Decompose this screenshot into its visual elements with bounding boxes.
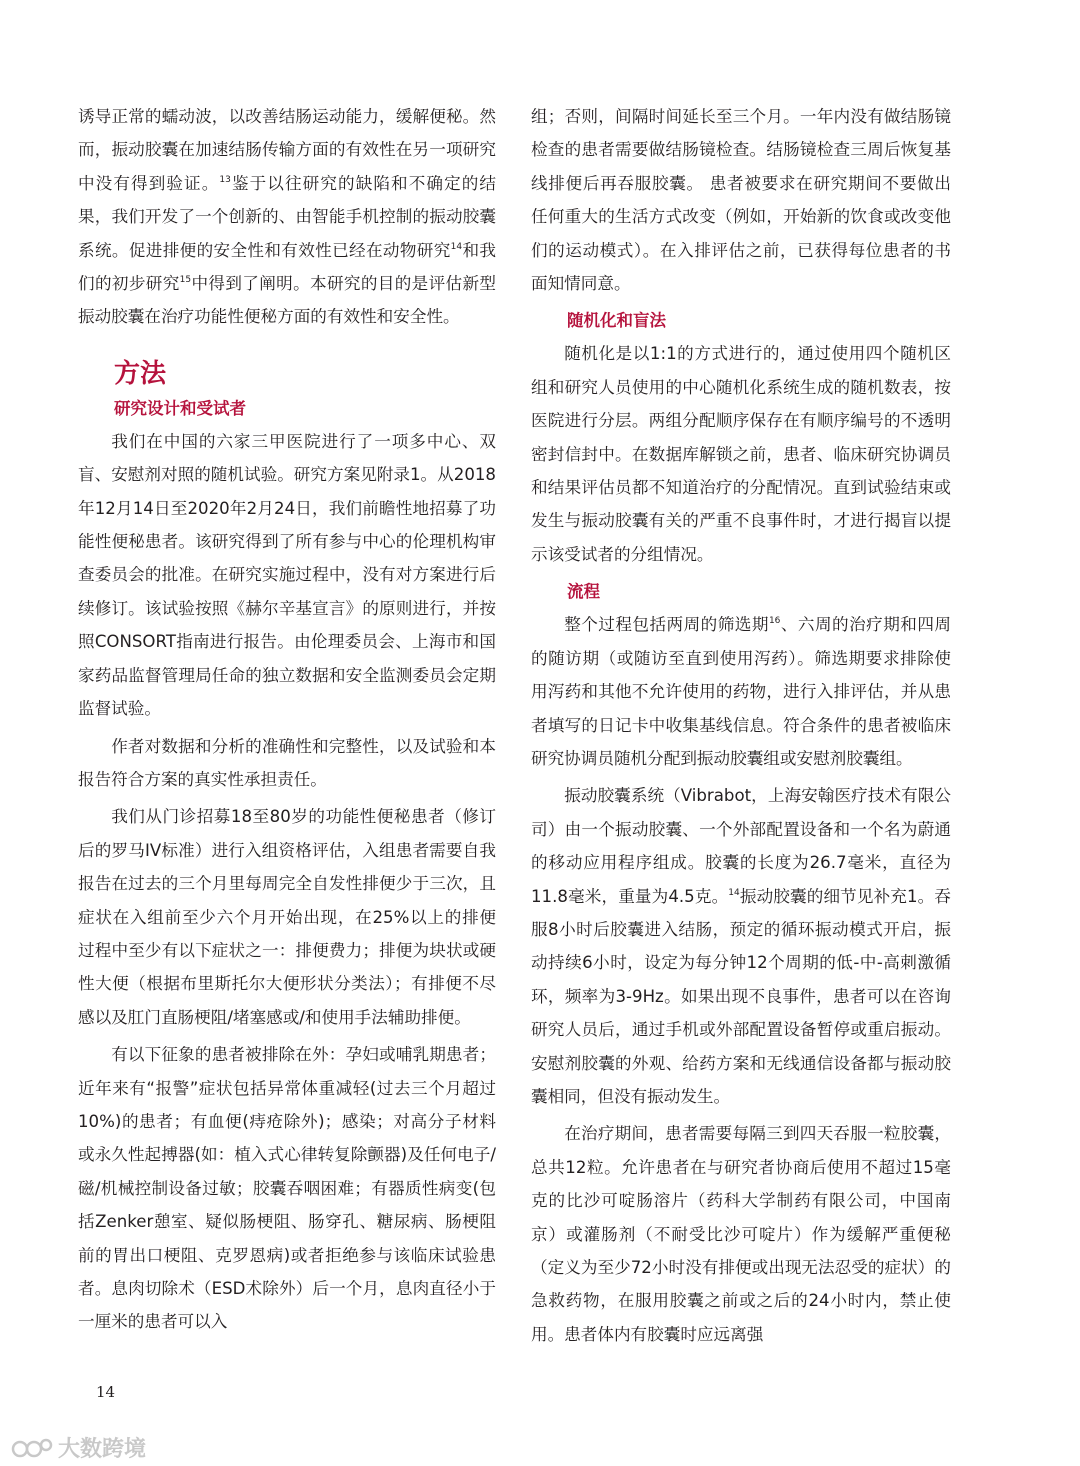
citation-14: 14 — [450, 241, 463, 252]
paragraph: 我们从门诊招募18至80岁的功能性便秘患者（修订后的罗马IV标准）进行入组资格评估，入组患者需要自我报告在过去的三个月里每周完全自发性排便少于三次，且症状在入组前至少六个月开始出现，在25%以上的排便过程中至少有以下症状之一：排便费力；排便为块状或硬性大便（根据布里斯托尔大便形状分类法）；有排便不尽感以及肛门直肠梗阻/堵塞感或/和使用手法辅助排便。 — [78, 807, 496, 1027]
subheading-process: 流程 — [567, 582, 600, 602]
paragraph: 作者对数据和分析的准确性和完整性，以及试验和本报告符合方案的真实性承担责任。 — [78, 736, 496, 789]
watermark — [10, 1432, 146, 1463]
citation-16: 16 — [768, 616, 781, 627]
paragraph: 整个过程包括两周的筛选期$^{16}$、六周的治疗期和四周的随访期（或随访至直到使用泻药）。筛选期要求排除使用泻药和其他不允许使用的药物，进行入排评估，并从患者填写的日记卡中收集基线信息。符合条件的患者被临床研究协调员随机分配到振动胶囊组或安慰剂胶囊组。 — [531, 615, 952, 768]
paragraph: 有以下征象的患者被排除在外：孕妇或哺乳期患者；近年来有“报警”症状包括异常体重减轻(过去三个月超过10%)的患者；有血便(痔疮除外)；感染；对高分子材料或永久性起搏器(如：植入式心律转复除颤器)及任何电子/磁/机械控制设备过敏；胶囊吞咽困难；有器质性病变(包括Zenker憩室、疑似肠梗阻、肠穿孔、糖尿病、肠梗阻前的胃出口梗阻、克罗恩病)或者拒绝参与该临床试验患者。息肉切除术（ESD术除外）后一个月，息肉直径小于一厘米的患者可以入 — [78, 1045, 496, 1332]
intro-paragraph: 诱导正常的蠕动波，以改善结肠运动能力，缓解便秘。然而，振动胶囊在加速结肠传输方面的有效性在另一项研究中没有得到验证。$^{13}$鉴于以往研究的缺陷和不确定的结果，我们开发了一个创新的、由智能手机控制的振动胶囊系统。促进排便的安全性和有效性已经在动物研究$^{14}$和我们的初步研究$^{15}$中得到了阐明。本研究的目的是评估新型振动胶囊在治疗功能性便秘方面的有效性和安全性。 — [78, 107, 497, 327]
citation-14: 14 — [728, 887, 740, 898]
left-column — [78, 100, 496, 1343]
citation-13: 13 — [219, 174, 231, 185]
subheading-study-design: 研究设计和受试者 — [114, 398, 246, 418]
paragraph: 振动胶囊系统（Vibrabot，上海安翰医疗技术有限公司）由一个振动胶囊、一个外部配置设备和一个名为蔚通的移动应用程序组成。胶囊的长度为26.7毫米，直径为11.8毫米，重量为4.5克。$^{14}$振动胶囊的细节见补充1。吞服8小时后胶囊进入结肠，预定的循环振动模式开启，振动持续6小时，设定为每分钟12个周期的低-中-高刺激循环，频率为3-9Hz。如果出现不良事件，患者可以在咨询研究人员后，通过手机或外部配置设备暂停或重启振动。安慰剂胶囊的外观、给药方案和无线通信设备都与振动胶囊相同，但没有振动发生。 — [531, 786, 951, 1106]
citation-15: 15 — [179, 275, 192, 286]
right-column — [531, 100, 951, 1355]
subheading-randomization: 随机化和盲法 — [567, 311, 666, 331]
section-heading-methods: 方法 — [114, 358, 167, 389]
paragraph: 随机化是以1:1的方式进行的，通过使用四个随机区组和研究人员使用的中心随机化系统生成的随机数表，按医院进行分层。两组分配顺序保存在有顺序编号的不透明密封信封中。在数据库解锁之前，患者、临床研究协调员和结果评估员都不知道治疗的分配情况。直到试验结束或发生与振动胶囊有关的严重不良事件时，才进行揭盲以提示该受试者的分组情况。 — [531, 344, 951, 564]
paragraph: 在治疗期间，患者需要每隔三到四天吞服一粒胶囊，总共12粒。允许患者在与研究者协商后使用不超过15毫克的比沙可啶肠溶片（药科大学制药有限公司，中国南京）或灌肠剂（不耐受比沙可啶片）作为缓解严重便秘（定义为至少72小时没有排便或出现无法忍受的症状）的急救药物，在服用胶囊之前或之后的24小时内，禁止使用。患者体内有胶囊时应远离强 — [531, 1124, 951, 1344]
paragraph: 组；否则，间隔时间延长至三个月。一年内没有做结肠镜检查的患者需要做结肠镜检查。结肠镜检查三周后恢复基线排便后再吞服胶囊。 患者被要求在研究期间不要做出任何重大的生活方式改变（例如，开始新的饮食或改变他们的运动模式）。在入排评估之前，已获得每位患者的书面知情同意。 — [531, 107, 951, 294]
page-number: 14 — [96, 1383, 116, 1401]
watermark-logo-icon — [10, 1436, 54, 1460]
watermark-text: 大数跨境 — [58, 1437, 147, 1462]
paragraph: 我们在中国的六家三甲医院进行了一项多中心、双盲、安慰剂对照的随机试验。研究方案见附录1。从2018年12月14日至2020年2月24日，我们前瞻性地招募了功能性便秘患者。该研究得到了所有参与中心的伦理机构审查委员会的批准。在研究实施过程中，没有对方案进行后续修订。该试验按照《赫尔辛基宣言》的原则进行，并按照CONSORT指南进行报告。由伦理委员会、上海市和国家药品监督管理局任命的独立数据和安全监测委员会定期监督试验。 — [78, 431, 496, 719]
